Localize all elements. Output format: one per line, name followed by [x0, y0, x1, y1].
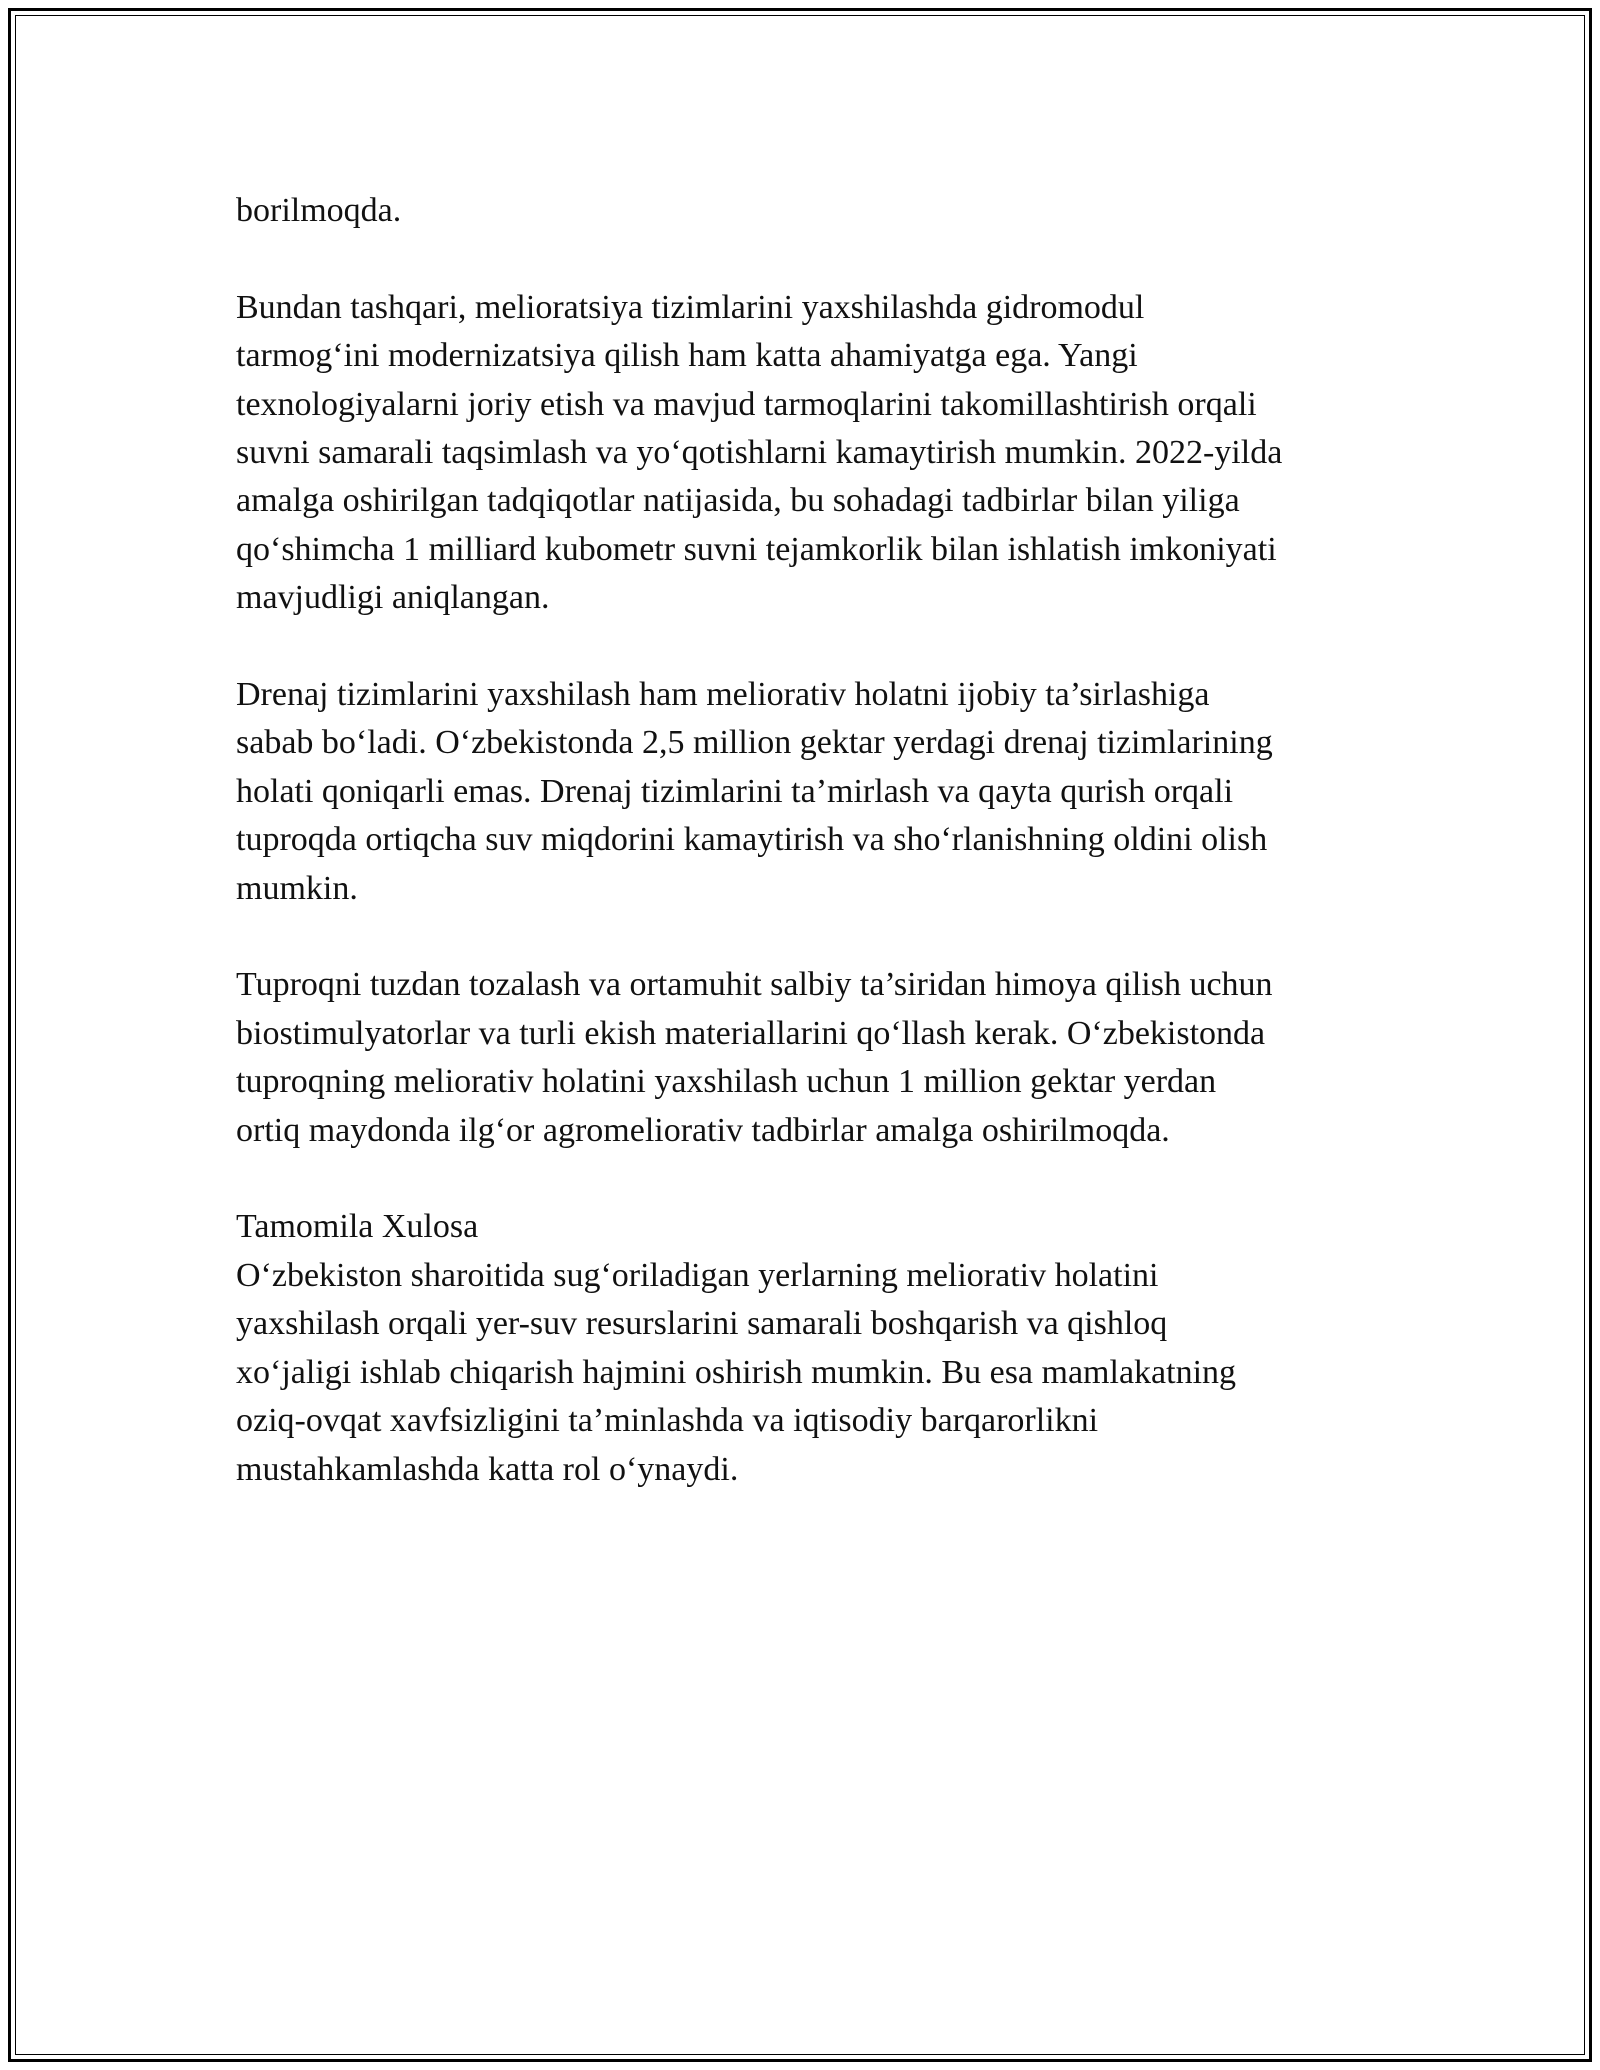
text-line: borilmoqda.	[236, 192, 402, 229]
text-line: xo‘jaligi ishlab chiqarish hajmini oshirish mumkin. Bu esa mamlakatning	[236, 1353, 1237, 1391]
text-line: mumkin.	[236, 869, 358, 907]
text-line: amalga oshirilgan tadqiqotlar natijasida, bu sohadagi tadbirlar bilan yiliga	[236, 482, 1240, 520]
text-line: holati qoniqarli emas. Drenaj tizimlarini ta’mirlash va qayta qurish orqali	[236, 772, 1234, 810]
document-body	[236, 187, 1386, 1494]
text-line: Drenaj tizimlarini yaxshilash ham meliorativ holatni ijobiy ta’sirlashiga	[236, 676, 1210, 714]
text-line: texnologiyalarni joriy etish va mavjud tarmoqlarini takomillashtirish orqali	[236, 385, 1257, 423]
text-line: mustahkamlashda katta rol o‘ynaydi.	[236, 1450, 739, 1488]
text-line: Tuproqni tuzdan tozalash va ortamuhit salbiy ta’siridan himoya qilish uchun	[236, 966, 1273, 1004]
paragraph-tuproq	[236, 961, 1386, 1155]
text-line: Bundan tashqari, melioratsiya tizimlarini yaxshilashda gidromodul	[236, 288, 1145, 326]
paragraph-continuation	[236, 187, 1386, 235]
paragraph-gap	[236, 1155, 1386, 1203]
paragraph-gap	[236, 623, 1386, 671]
text-line: ortiq maydonda ilg‘or agromeliorativ tadbirlar amalga oshirilmoqda.	[236, 1111, 1170, 1149]
paragraph-gap	[236, 235, 1386, 283]
conclusion-heading: Tamomila Xulosa	[236, 1208, 479, 1246]
text-line: oziq-ovqat xavfsizligini ta’minlashda va iqtisodiy barqarorlikni	[236, 1402, 1099, 1440]
text-line: O‘zbekiston sharoitida sug‘oriladigan yerlarning meliorativ holatini	[236, 1256, 1159, 1294]
paragraph-gidromodul	[236, 284, 1386, 623]
text-line: tuproqda ortiqcha suv miqdorini kamaytirish va sho‘rlanishning oldini olish	[236, 821, 1268, 859]
text-line: qo‘shimcha 1 milliard kubometr suvni tejamkorlik bilan ishlatish imkoniyati	[236, 530, 1277, 568]
text-line: tuproqning meliorativ holatini yaxshilash uchun 1 million gektar yerdan	[236, 1063, 1217, 1101]
text-line: biostimulyatorlar va turli ekish materiallarini qo‘llash kerak. O‘zbekistonda	[236, 1014, 1266, 1052]
text-line: tarmog‘ini modernizatsiya qilish ham katta ahamiyatga ega. Yangi	[236, 337, 1138, 375]
paragraph-gap	[236, 913, 1386, 961]
conclusion-section	[236, 1203, 1386, 1493]
text-line: suvni samarali taqsimlash va yo‘qotishlarni kamaytirish mumkin. 2022-yilda	[236, 434, 1283, 472]
text-line: sabab bo‘ladi. O‘zbekistonda 2,5 million gektar yerdagi drenaj tizimlarining	[236, 724, 1273, 762]
text-line: yaxshilash orqali yer-suv resurslarini samarali boshqarish va qishloq	[236, 1305, 1168, 1343]
paragraph-drenaj	[236, 671, 1386, 913]
text-line: mavjudligi aniqlangan.	[236, 579, 550, 617]
